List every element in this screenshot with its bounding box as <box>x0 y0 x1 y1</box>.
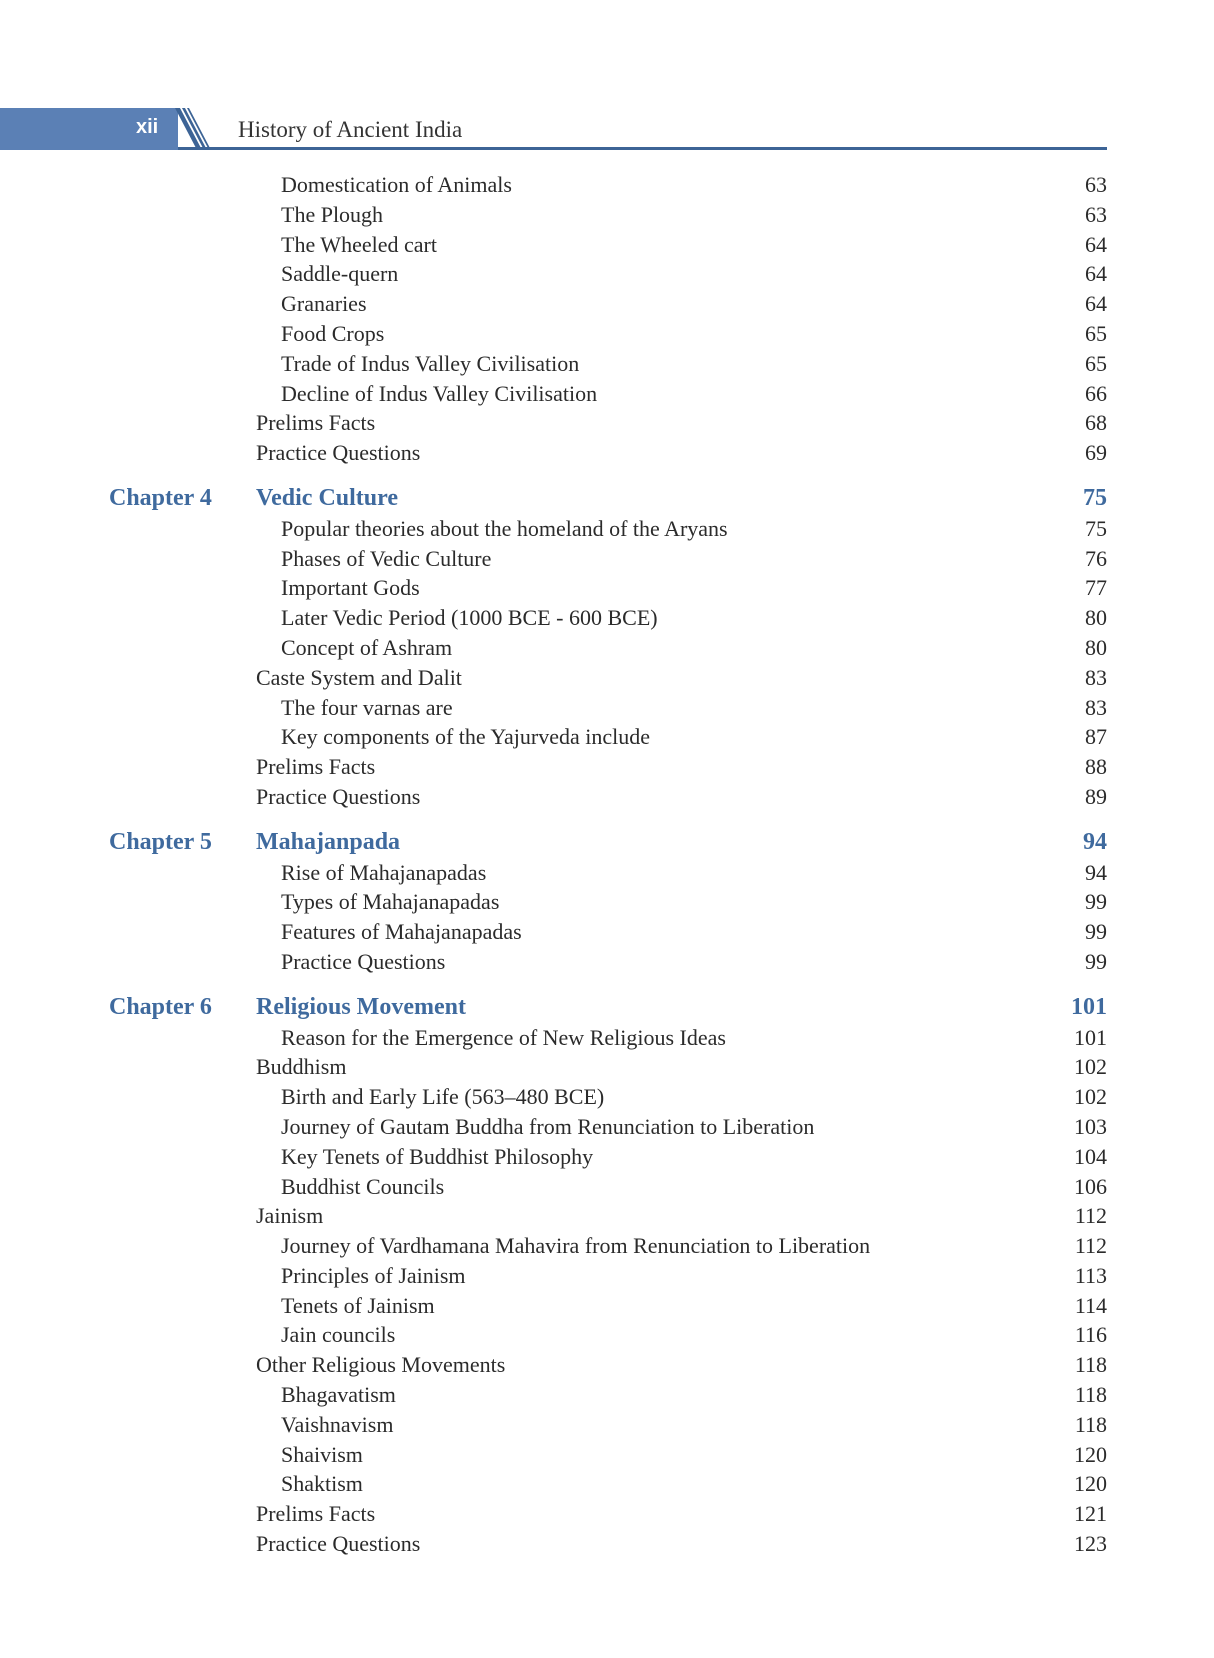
toc-entry-page: 87 <box>1085 724 1107 750</box>
toc-entry-title: Popular theories about the homeland of the Aryans <box>281 515 728 541</box>
toc-entry[interactable] <box>0 887 1214 917</box>
header-rule <box>178 147 1107 150</box>
chapter-label: Chapter 6 <box>109 993 212 1020</box>
toc-entry-title: Tenets of Jainism <box>281 1292 435 1318</box>
toc-entry[interactable] <box>0 603 1214 633</box>
toc-entry-title: The Plough <box>281 201 384 227</box>
chapter-heading-row[interactable] <box>0 828 1214 858</box>
toc-entry-page: 118 <box>1074 1382 1107 1408</box>
toc-entry-page: 104 <box>1074 1143 1107 1169</box>
toc-entry-page: 80 <box>1085 605 1107 631</box>
toc-entry[interactable] <box>0 438 1214 468</box>
toc-entry-page: 99 <box>1085 948 1107 974</box>
toc-entry[interactable] <box>0 1261 1214 1291</box>
toc-entry-title: Prelims Facts <box>256 1501 376 1527</box>
toc-entry-page: 64 <box>1085 261 1107 287</box>
toc-entry-page: 76 <box>1085 545 1107 571</box>
toc-entry[interactable] <box>0 319 1214 349</box>
toc-entry-title: Caste System and Dalit <box>256 664 462 690</box>
toc-entry-title: Phases of Vedic Culture <box>281 545 492 571</box>
chapter-heading-row[interactable] <box>0 484 1214 514</box>
toc-entry-page: 123 <box>1074 1531 1107 1557</box>
toc-entry-title: Domestication of Animals <box>281 172 512 197</box>
toc-entry[interactable] <box>0 1231 1214 1261</box>
toc-entry-page: 66 <box>1085 380 1107 406</box>
toc-entry-page: 80 <box>1085 634 1107 660</box>
chapter-title: Mahajanpada <box>256 828 401 855</box>
toc-entry[interactable] <box>0 573 1214 603</box>
toc-entry-title: Rise of Mahajanapadas <box>281 859 487 885</box>
toc-entry-title: Important Gods <box>281 575 420 601</box>
toc-entry[interactable] <box>0 1023 1214 1053</box>
toc-entry[interactable] <box>0 752 1214 782</box>
toc-entry[interactable] <box>0 1112 1214 1142</box>
chapter-title: Vedic Culture <box>256 484 399 511</box>
toc-entry[interactable] <box>0 544 1214 574</box>
toc-entry-title: Buddhist Councils <box>281 1173 445 1199</box>
toc-entry-page: 120 <box>1074 1471 1107 1497</box>
toc-entry-title: Shaktism <box>281 1471 363 1497</box>
toc-entry[interactable] <box>0 1052 1214 1082</box>
toc-entry-page: 63 <box>1085 172 1107 197</box>
chapter-page-number: 94 <box>1083 828 1107 855</box>
table-of-contents <box>0 170 1214 1559</box>
toc-entry[interactable] <box>0 782 1214 812</box>
toc-entry[interactable] <box>0 200 1214 230</box>
toc-entry-page: 99 <box>1085 889 1107 915</box>
toc-entry-page: 75 <box>1085 515 1107 541</box>
toc-entry[interactable] <box>0 1499 1214 1529</box>
toc-entry-page: 120 <box>1074 1441 1107 1467</box>
toc-entry-page: 121 <box>1074 1501 1107 1527</box>
toc-entry[interactable] <box>0 379 1214 409</box>
toc-entry[interactable] <box>0 230 1214 260</box>
chapter-title: Religious Movement <box>256 993 466 1020</box>
toc-entry-title: Shaivism <box>281 1441 363 1467</box>
toc-entry-title: Bhagavatism <box>281 1382 396 1408</box>
toc-entry[interactable] <box>0 1291 1214 1321</box>
toc-entry[interactable] <box>0 1172 1214 1202</box>
header-band <box>0 108 178 150</box>
chapter-page-number: 75 <box>1083 484 1107 511</box>
toc-entry-page: 83 <box>1085 694 1107 720</box>
toc-entry-page: 112 <box>1074 1203 1107 1229</box>
toc-entry[interactable] <box>0 408 1214 438</box>
toc-entry-title: Features of Mahajanapadas <box>281 919 522 945</box>
toc-entry[interactable] <box>0 514 1214 544</box>
book-title: History of Ancient India <box>238 117 463 142</box>
toc-entry[interactable] <box>0 170 1214 200</box>
toc-entry-title: Journey of Gautam Buddha from Renunciation to Liberation <box>281 1113 815 1139</box>
toc-entry-page: 102 <box>1074 1084 1107 1110</box>
toc-entry-title: Buddhism <box>256 1054 347 1080</box>
toc-entry-title: Vaishnavism <box>281 1411 394 1437</box>
toc-entry[interactable] <box>0 289 1214 319</box>
toc-entry-page: 63 <box>1085 201 1107 227</box>
toc-entry[interactable] <box>0 633 1214 663</box>
toc-entry[interactable] <box>0 917 1214 947</box>
toc-entry-title: The Wheeled cart <box>281 231 437 257</box>
toc-entry-page: 64 <box>1085 291 1107 317</box>
toc-entry-title: Birth and Early Life (563–480 BCE) <box>281 1084 605 1110</box>
toc-entry-page: 77 <box>1085 575 1107 601</box>
toc-entry-page: 64 <box>1085 231 1107 257</box>
toc-entry-title: Jainism <box>256 1203 324 1229</box>
toc-entry[interactable] <box>0 1529 1214 1559</box>
toc-entry-page: 94 <box>1085 859 1107 885</box>
toc-entry-title: Reason for the Emergence of New Religious Ideas <box>281 1024 726 1050</box>
toc-entry[interactable] <box>0 1201 1214 1231</box>
toc-entry[interactable] <box>0 693 1214 723</box>
chapter-page-number: 101 <box>1071 993 1107 1020</box>
toc-entry-page: 106 <box>1074 1173 1107 1199</box>
toc-entry-page: 65 <box>1085 350 1107 376</box>
toc-entry-page: 88 <box>1085 754 1107 780</box>
toc-entry-title: Practice Questions <box>281 948 446 974</box>
toc-entry-page: 89 <box>1085 783 1107 809</box>
toc-entry-title: Practice Questions <box>256 440 421 466</box>
toc-entry-title: Practice Questions <box>256 783 421 809</box>
toc-entry[interactable] <box>0 858 1214 888</box>
toc-entry-page: 69 <box>1085 440 1107 466</box>
toc-entry-title: Decline of Indus Valley Civilisation <box>281 380 598 406</box>
toc-entry-title: Concept of Ashram <box>281 634 453 660</box>
toc-entry-page: 103 <box>1074 1113 1107 1139</box>
toc-entry-page: 68 <box>1085 410 1107 436</box>
chapter-label: Chapter 5 <box>109 828 212 855</box>
toc-entry-title: Other Religious Movements <box>256 1352 506 1378</box>
toc-entry-title: Later Vedic Period (1000 BCE - 600 BCE) <box>281 605 658 631</box>
toc-entry-title: Practice Questions <box>256 1531 421 1557</box>
toc-entry-title: Journey of Vardhamana Mahavira from Renunciation to Liberation <box>281 1233 871 1259</box>
toc-entry-page: 99 <box>1085 919 1107 945</box>
toc-entry-page: 65 <box>1085 320 1107 346</box>
toc-entry-page: 112 <box>1074 1233 1107 1259</box>
toc-entry[interactable] <box>0 1410 1214 1440</box>
toc-entry[interactable] <box>0 349 1214 379</box>
toc-entry-page: 118 <box>1074 1352 1107 1378</box>
toc-entry-page: 114 <box>1074 1292 1107 1318</box>
toc-entry[interactable] <box>0 259 1214 289</box>
toc-entry[interactable] <box>0 1320 1214 1350</box>
chapter-label: Chapter 4 <box>109 484 212 511</box>
toc-entry-page: 113 <box>1074 1262 1107 1288</box>
toc-entry[interactable] <box>0 663 1214 693</box>
toc-entry-title: The four varnas are <box>281 694 453 720</box>
page-header <box>0 108 1107 150</box>
toc-entry[interactable] <box>0 1469 1214 1499</box>
toc-entry[interactable] <box>0 1350 1214 1380</box>
toc-entry-title: Food Crops <box>281 320 385 346</box>
toc-entry[interactable] <box>0 1142 1214 1172</box>
toc-entry-title: Types of Mahajanapadas <box>281 889 500 915</box>
toc-entry-page: 102 <box>1074 1054 1107 1080</box>
toc-entry-page: 118 <box>1074 1411 1107 1437</box>
toc-entry-title: Jain councils <box>281 1322 396 1348</box>
page-number: xii <box>136 116 159 138</box>
toc-entry-title: Prelims Facts <box>256 754 376 780</box>
toc-entry-title: Key components of the Yajurveda include <box>281 724 651 750</box>
toc-entry-title: Saddle-quern <box>281 261 399 287</box>
toc-entry[interactable] <box>0 947 1214 977</box>
toc-entry[interactable] <box>0 722 1214 752</box>
toc-entry-title: Principles of Jainism <box>281 1262 466 1288</box>
slash-decoration-icon <box>175 108 215 150</box>
toc-entry-page: 116 <box>1074 1322 1107 1348</box>
toc-entry-title: Granaries <box>281 291 367 317</box>
toc-entry-title: Trade of Indus Valley Civilisation <box>281 350 580 376</box>
toc-entry-title: Prelims Facts <box>256 410 376 436</box>
toc-entry-page: 101 <box>1074 1024 1107 1050</box>
toc-entry[interactable] <box>0 1380 1214 1410</box>
toc-entry[interactable] <box>0 1082 1214 1112</box>
toc-entry-title: Key Tenets of Buddhist Philosophy <box>281 1143 594 1169</box>
chapter-heading-row[interactable] <box>0 993 1214 1023</box>
toc-entry[interactable] <box>0 1440 1214 1470</box>
toc-entry-page: 83 <box>1085 664 1107 690</box>
